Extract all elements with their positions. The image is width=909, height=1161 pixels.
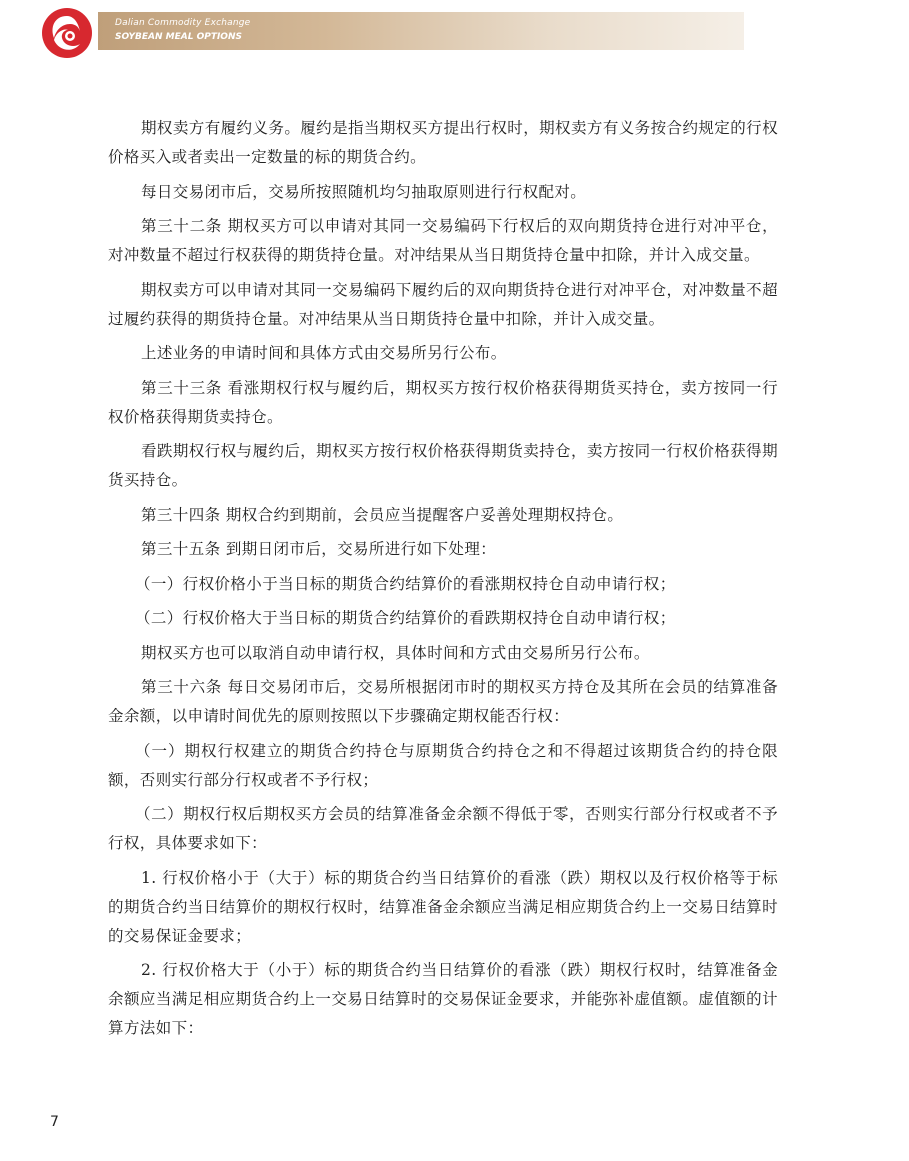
- product-name: SOYBEAN MEAL OPTIONS: [115, 32, 242, 42]
- header-band: [98, 12, 744, 50]
- list-item: （一）行权价格小于当日标的期货合约结算价的看涨期权持仓自动申请行权；: [135, 574, 676, 593]
- page-number: 7: [50, 1114, 59, 1130]
- paragraph: 期权卖方有履约义务。履约是指当期权买方提出行权时，期权卖方有义务按合约规定的行权价格买入或者卖出一定数量的标的期货合约。: [108, 119, 778, 166]
- paragraph: 第三十二条 期权买方可以申请对其同一交易编码下行权后的双向期货持仓进行对冲平仓，对冲数量不超过行权获得的期货持仓量。对冲结果从当日期货持仓量中扣除，并计入成交量。: [108, 217, 778, 264]
- dce-logo-icon: [40, 6, 94, 60]
- body-text: [108, 114, 778, 1049]
- paragraph: 第三十三条 看涨期权行权与履约后，期权买方按行权价格获得期货买持仓，卖方按同一行权价格获得期货卖持仓。: [108, 378, 778, 426]
- paragraph: 看跌期权行权与履约后，期权买方按行权价格获得期货卖持仓，卖方按同一行权价格获得期货买持仓。: [108, 442, 778, 489]
- exchange-name: Dalian Commodity Exchange: [115, 18, 251, 28]
- paragraph: 第三十五条 到期日闭市后，交易所进行如下处理：: [141, 540, 497, 558]
- paragraph: 上述业务的申请时间和具体方式由交易所另行公布。: [141, 344, 507, 362]
- list-item: （一）期权行权建立的期货合约持仓与原期货合约持仓之和不得超过该期货合约的持仓限额，否则实行部分行权或者不予行权；: [108, 741, 778, 789]
- list-item: （二）期权行权后期权买方会员的结算准备金余额不得低于零，否则实行部分行权或者不予行权，具体要求如下：: [108, 805, 778, 852]
- paragraph: 每日交易闭市后，交易所按照随机均匀抽取原则进行行权配对。: [141, 182, 587, 201]
- paragraph: 期权卖方可以申请对其同一交易编码下履约后的双向期货持仓进行对冲平仓，对冲数量不超过履约获得的期货持仓量。对冲结果从当日期货持仓量中扣除，并计入成交量。: [108, 280, 778, 328]
- paragraph: 第三十四条 期权合约到期前，会员应当提醒客户妥善处理期权持仓。: [141, 505, 624, 524]
- paragraph: 期权买方也可以取消自动申请行权，具体时间和方式由交易所另行公布。: [141, 643, 650, 662]
- numbered-item: 1. 行权价格小于（大于）标的期货合约当日结算价的看涨（跌）期权以及行权价格等于标的期货合约当日结算价的期权行权时，结算准备金余额应当满足相应期货合约上一交易日结算时的交易保证金要求；: [108, 868, 778, 945]
- paragraph: 第三十六条 每日交易闭市后，交易所根据闭市时的期权买方持仓及其所在会员的结算准备金余额，以申请时间优先的原则按照以下步骤确定期权能否行权：: [108, 678, 778, 725]
- numbered-item: 2. 行权价格大于（小于）标的期货合约当日结算价的看涨（跌）期权行权时，结算准备金余额应当满足相应期货合约上一交易日结算时的交易保证金要求，并能弥补虚值额。虚值额的计算方法如下：: [108, 961, 778, 1037]
- list-item: （二）行权价格大于当日标的期货合约结算价的看跌期权持仓自动申请行权；: [135, 609, 676, 627]
